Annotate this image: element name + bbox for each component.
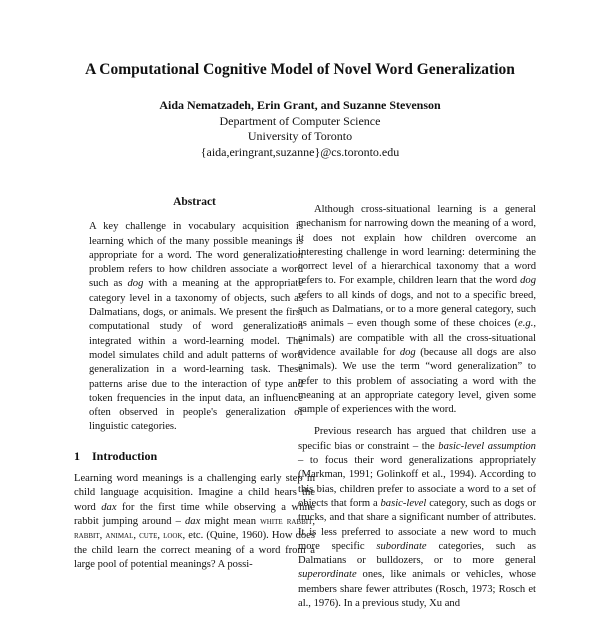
abstract-sentence-1: A key challenge in vocabulary acquisition is learning which of the many possible meanings is appropriate for a word.	[89, 221, 303, 261]
intro-paragraph	[74, 472, 315, 572]
right-term-dog-2: dog	[399, 346, 416, 358]
abstract-text	[74, 220, 315, 434]
right-column	[298, 203, 536, 619]
term-basic-level: basic-level	[380, 497, 427, 509]
affiliation-university: University of Toronto	[247, 129, 353, 143]
term-superordinate: superordinate	[298, 569, 357, 581]
right-text-1: Although cross-situational learning is a general mechanism for narrowing down the meaning of a word, it does not explain how children overcome an interesting challenge in word learning: determining the correct level of a hierarchical taxonomy that a word refers to. For example, children learn that the word	[298, 204, 536, 287]
affiliation-department: Department of Computer Science	[219, 113, 381, 128]
paper-title: A Computational Cognitive Model of Novel Word Generalization	[85, 61, 515, 78]
right-text-3: , animals) are compatible with all the cross-situational evidence available for	[298, 318, 536, 358]
intro-text-1: Learning word meanings is a challenging early step in child language acquisition. Imagine a child hears the word	[74, 473, 315, 513]
author-email: {aida,eringrant,suzanne}@cs.toronto.edu	[200, 144, 400, 159]
right-text-5: Previous research has argued that children use a specific bias or constraint – the	[298, 426, 536, 452]
abstract-term-dog: dog	[127, 278, 144, 290]
author-names: Aida Nematzadeh, Erin Grant, and Suzanne Stevenson	[159, 98, 441, 112]
right-paragraph-2	[298, 425, 536, 611]
abstract-rest: with a meaning at the appropriate category level in a taxonomy of objects, such as Dalmatians, dogs, or animals. We present the first computational study of word generalization integrated within a word-learning model. The model simulates child and adult patterns of word generalization in a word-learning task. These patterns arise due to the interaction of type and token frequencies in the input data, an influence often observed in people's generalization of linguistic categories.	[89, 278, 303, 433]
right-text-4: (because all dogs are also animals). We use the term “word generalization” to refer to this problem of associating a word with the meaning at an appropriate category level, given some sample of experiences with the word.	[298, 346, 536, 416]
left-column	[74, 195, 315, 580]
intro-term-dax: dax	[101, 501, 117, 513]
right-text-7: category, such as dogs or trucks, and that share a significant number of attributes. It is less preferred to associate a new word to much more specific	[298, 497, 536, 552]
intro-meaning-list: white rabbit, rabbit, animal, cute, look	[74, 515, 316, 542]
intro-text-3: might mean	[204, 515, 257, 527]
term-basic-level-assumption: basic-level assumption	[438, 440, 536, 452]
right-text-6: – to focus their word generalizations appropriately (Markman, 1991; Golinkoff et al., 1994). According to this bias, children prefer to associate a word to a set of objects that form a	[298, 455, 536, 509]
right-text-2: refers to all kinds of dogs, and not to a specific breed, such as Dalmatians, or to a more general category, such as animals – even though some of these choices (	[298, 289, 536, 330]
right-term-dog: dog	[520, 275, 536, 287]
section-title: Introduction	[92, 448, 158, 463]
term-subordinate: subordinate	[376, 540, 427, 552]
right-text-8: categories, such as Dalmatians or bulldozers, or to more general	[298, 540, 536, 567]
intro-term-dax-2: dax	[184, 515, 201, 527]
section-heading-introduction	[74, 449, 315, 463]
right-paragraph-1	[298, 203, 536, 417]
right-text-9: ones, like animals or vehicles, whose members share fewer attributes (Rosch, 1973; Rosch et al., 1976). In a previous study, Xu and	[298, 569, 536, 610]
intro-text-2: for the first time while observing a white rabbit jumping around –	[74, 501, 315, 527]
author-block	[0, 98, 600, 160]
abstract-heading: Abstract	[173, 196, 216, 208]
abstract-sentence-2: The word generalization problem refers to how children associate a word such as	[89, 249, 303, 290]
section-number: 1	[74, 448, 80, 463]
right-term-eg: e.g.	[518, 318, 534, 330]
intro-text-4: , etc. (Quine, 1960). How does the child learn the correct meaning of a word from a large pool of potential meanings? A possi-	[74, 530, 315, 570]
